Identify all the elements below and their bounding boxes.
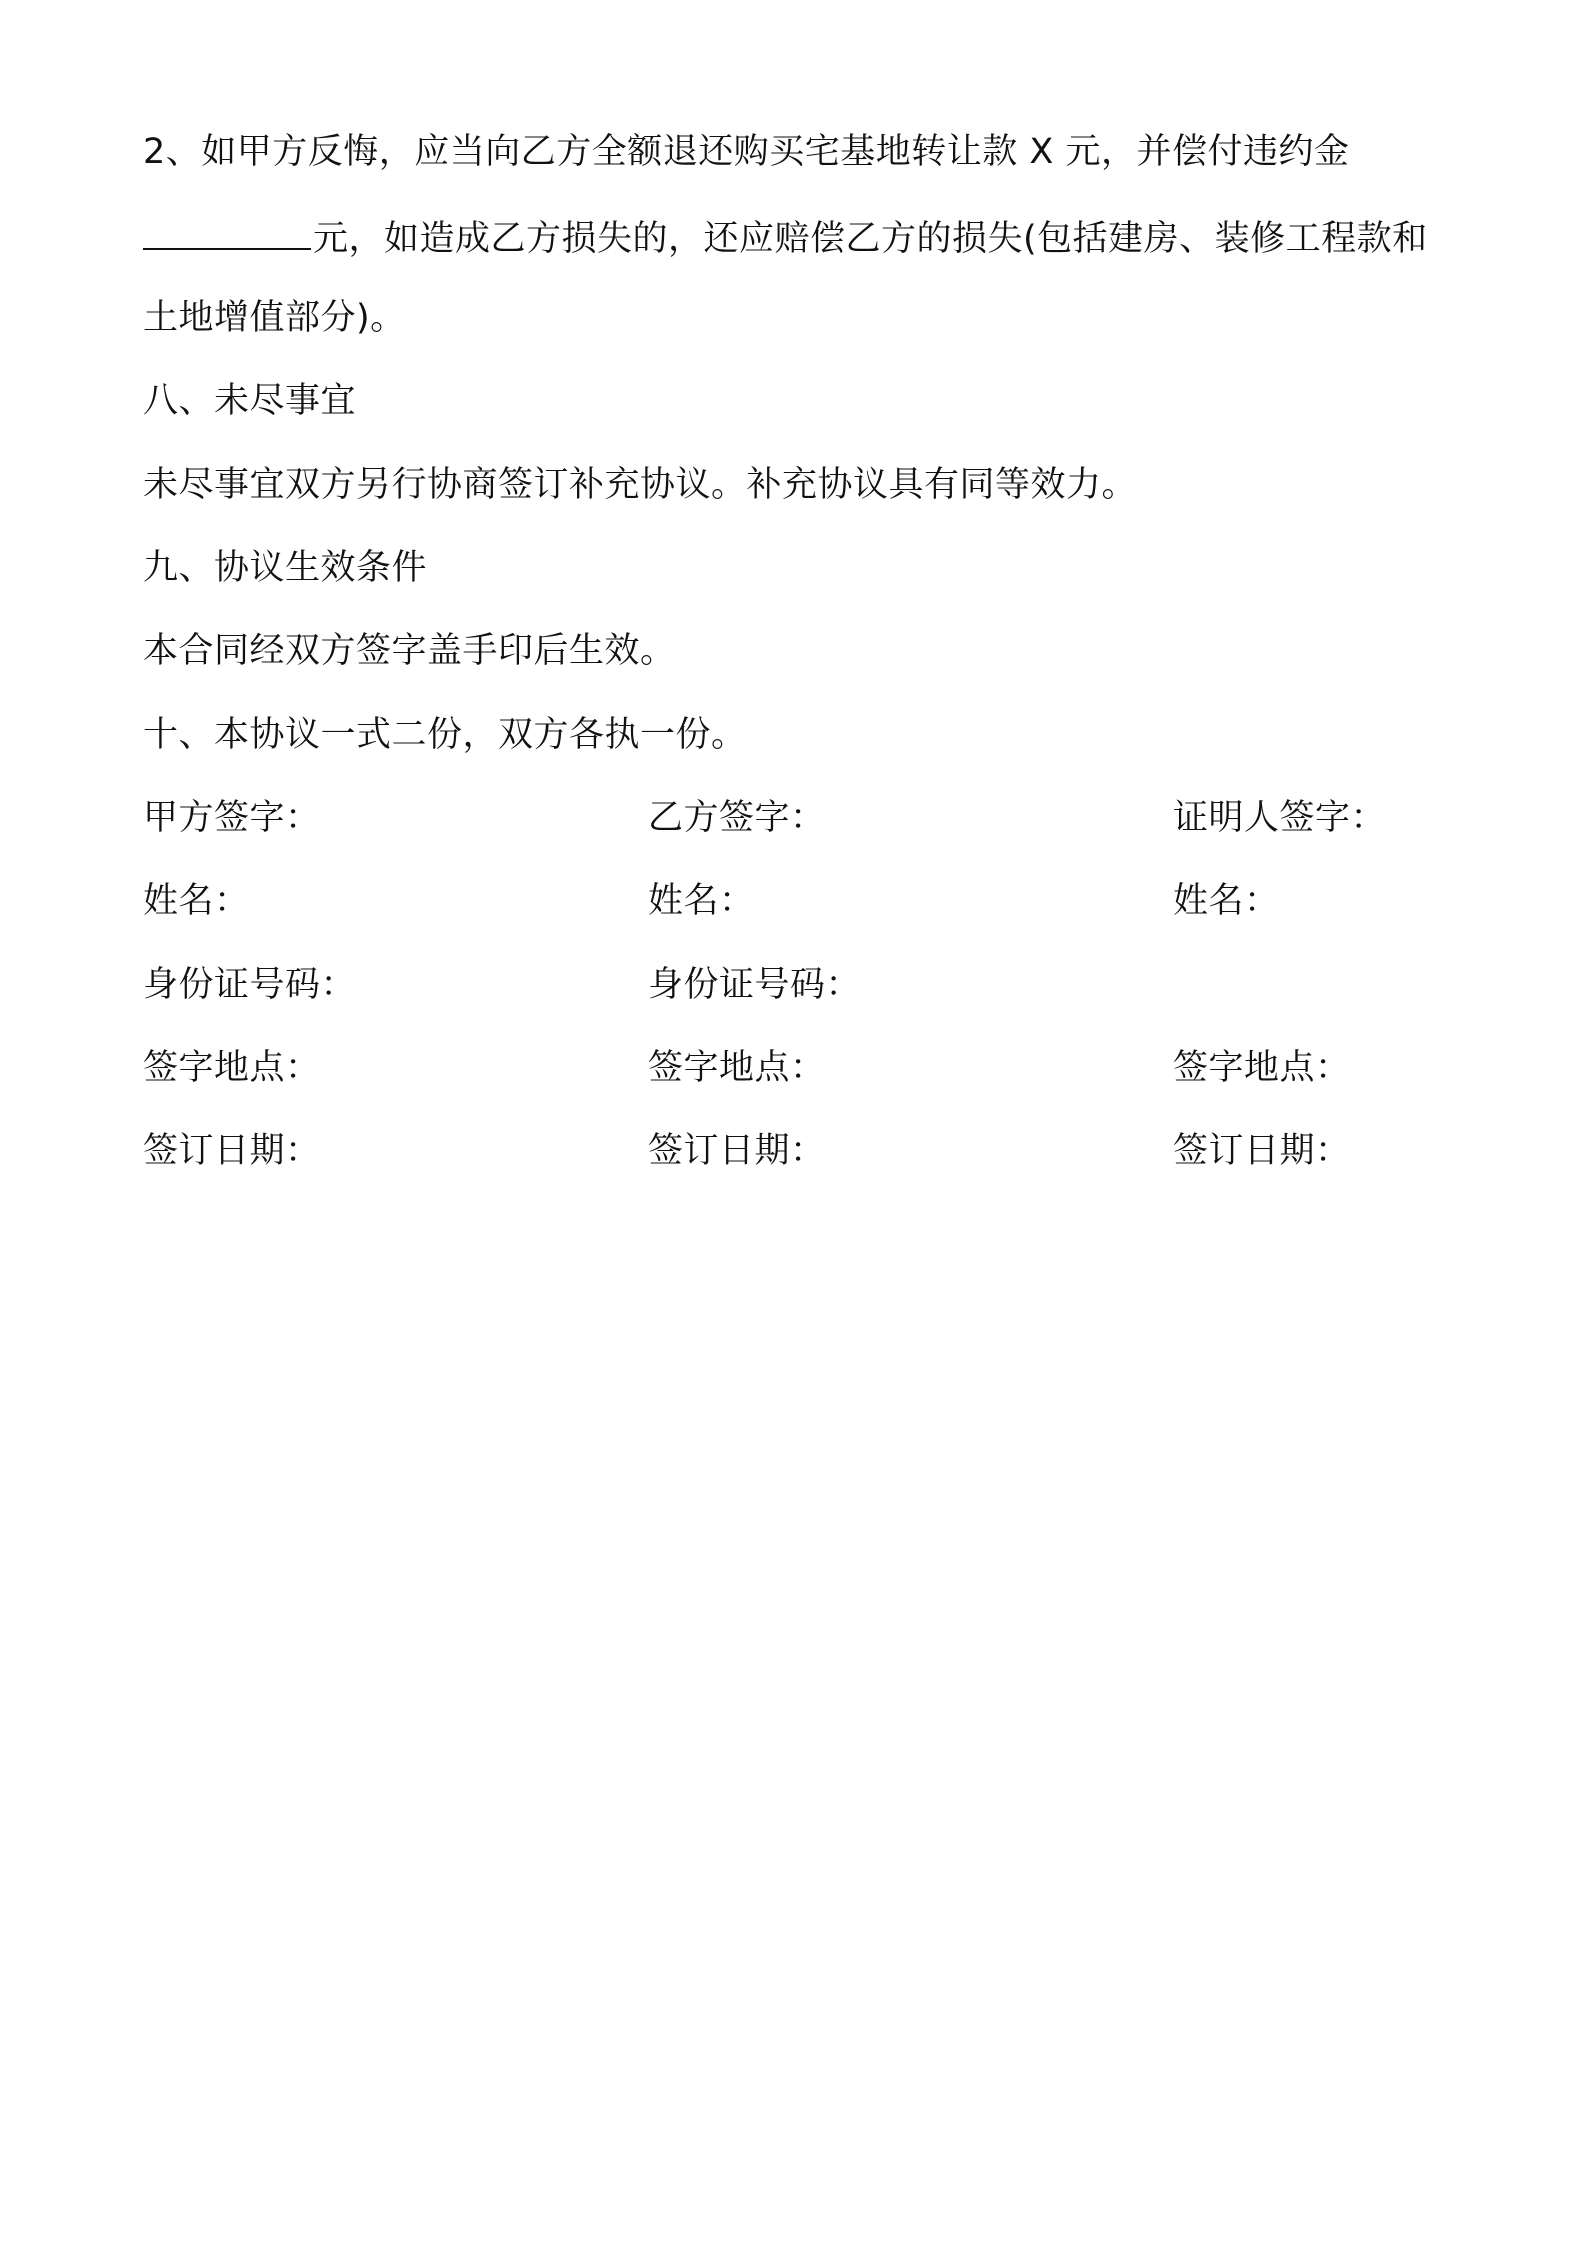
id-number-row (0, 960, 1586, 1010)
party-b-name-label: 姓名： (648, 881, 755, 921)
penalty-amount-blank[interactable] (143, 210, 311, 250)
section-8-title: 八、未尽事宜 (143, 381, 357, 421)
party-a-signature-label: 甲方签字： (143, 798, 321, 838)
section-9-body: 本合同经双方签字盖手印后生效。 (143, 631, 676, 671)
party-b-place-label: 签字地点： (648, 1048, 826, 1088)
party-a-date-label: 签订日期： (143, 1131, 321, 1171)
breach-clause-line-2 (143, 210, 1428, 264)
witness-place-label: 签字地点： (1173, 1048, 1351, 1088)
party-b-date-label: 签订日期： (648, 1131, 826, 1171)
signing-date-row (0, 1126, 1586, 1176)
signing-place-row (0, 1043, 1586, 1093)
witness-name-label: 姓名： (1173, 881, 1280, 921)
party-b-signature-label: 乙方签字： (648, 798, 826, 838)
breach-clause-line-2-text: 元，如造成乙方损失的，还应赔偿乙方的损失(包括建房、装修工程款和 (313, 219, 1428, 259)
witness-signature-label: 证明人签字： (1173, 798, 1387, 838)
party-a-place-label: 签字地点： (143, 1048, 321, 1088)
signature-row (0, 793, 1586, 843)
witness-date-label: 签订日期： (1173, 1131, 1351, 1171)
section-9-title: 九、协议生效条件 (143, 548, 428, 588)
party-a-name-label: 姓名： (143, 881, 250, 921)
section-10: 十、本协议一式二份，双方各执一份。 (143, 715, 747, 755)
party-a-id-label: 身份证号码： (143, 965, 357, 1005)
party-b-id-label: 身份证号码： (648, 965, 862, 1005)
breach-clause-line-3: 土地增值部分)。 (143, 298, 406, 338)
name-row (0, 876, 1586, 926)
section-8-body: 未尽事宜双方另行协商签订补充协议。补充协议具有同等效力。 (143, 465, 1138, 505)
breach-clause-line-1: 2、如甲方反悔，应当向乙方全额退还购买宅基地转让款 X 元，并偿付违约金 (143, 132, 1350, 172)
